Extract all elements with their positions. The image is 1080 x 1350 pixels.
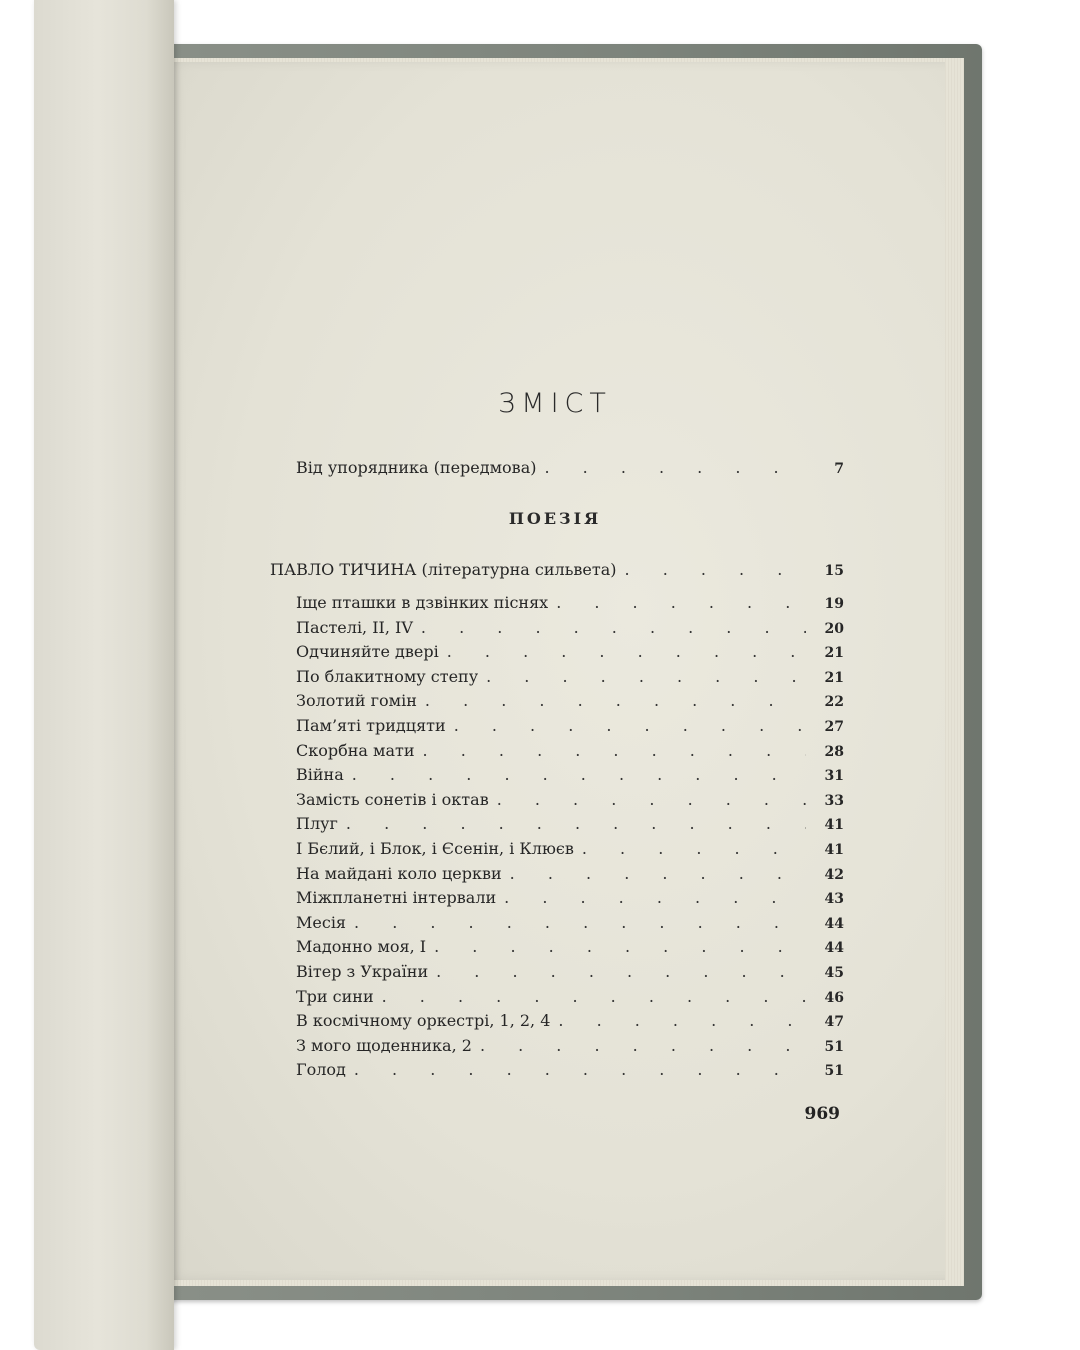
section-heading: ПОЕЗІЯ (508, 509, 602, 528)
toc-entry (296, 1011, 844, 1035)
toc-entry-page: 45 (824, 965, 844, 981)
toc-entry-title: Золотий гомін (296, 691, 417, 711)
toc-entry-title: Месія (296, 912, 347, 932)
toc-entry-title: По блакитному степу (296, 666, 479, 686)
toc-entry-title: Мадонно моя, I (296, 937, 427, 957)
toc-entry-page: 41 (824, 842, 844, 858)
dot-leader (425, 691, 806, 710)
toc-entry-page: 41 (824, 817, 844, 834)
toc-entry (296, 790, 844, 814)
toc-author (270, 560, 844, 584)
dot-leader (436, 962, 806, 981)
page-title: ЗМІСТ (498, 388, 612, 419)
toc-entry-title: Три сини (296, 986, 374, 1006)
toc-entry (296, 937, 844, 961)
toc-entry-title: На майдані коло церкви (296, 863, 502, 883)
toc-entry (296, 1036, 844, 1060)
toc-entry-title: З мого щоденника, 2 (296, 1035, 472, 1055)
page-number: 969 (804, 1104, 840, 1124)
dot-leader (582, 839, 806, 858)
toc-entry-title: Вітер з України (296, 962, 429, 981)
toc-entry-page: 31 (824, 768, 844, 785)
toc-entry (296, 962, 844, 986)
toc-entry-page: 21 (824, 669, 844, 686)
toc-entry (296, 765, 844, 789)
dot-leader (352, 765, 806, 784)
dot-leader (556, 593, 806, 612)
dot-leader (454, 716, 806, 735)
toc-entry-title: І Бєлий, і Блок, і Єсенін, і Клюєв (296, 839, 574, 858)
toc-entry (296, 814, 844, 838)
toc-entry-title: Пам’яті тридцяти (296, 716, 446, 735)
toc-entry-title: Голод (296, 1060, 346, 1080)
toc-entry-title: Іще пташки в дзвінких піснях (296, 593, 549, 612)
dot-leader (434, 937, 806, 956)
toc-entry (296, 913, 844, 937)
dot-leader (480, 1036, 806, 1055)
dot-leader (497, 790, 806, 809)
toc-entry-title: Війна (296, 765, 344, 785)
toc-entry-page: 46 (824, 989, 844, 1006)
toc-entry-page: 42 (824, 866, 844, 883)
toc-entry-title: Міжпланетні інтервали (296, 888, 497, 908)
toc-entry-title: Від упорядника (передмова) (296, 458, 537, 477)
toc-preface (296, 458, 844, 482)
toc-entry-page: 44 (824, 940, 844, 957)
left-page (34, 0, 174, 1350)
toc-entry-page: 44 (824, 915, 844, 932)
dot-leader (625, 560, 806, 579)
toc-entry (296, 716, 844, 740)
toc-entry-title: Замість сонетів і октав (296, 789, 489, 809)
dot-leader (354, 1060, 806, 1079)
toc-entry-title: Скорбна мати (296, 740, 415, 760)
toc-entry-title: Пастелі, II, IV (296, 617, 413, 637)
toc-entry-page: 51 (824, 1063, 844, 1080)
toc-entry (296, 864, 844, 888)
dot-leader (486, 667, 806, 686)
toc-entry (296, 839, 844, 863)
toc-entry-title: Одчиняйте двері (296, 642, 439, 662)
dot-leader (504, 888, 806, 907)
toc-entry-page: 22 (824, 694, 844, 711)
toc-entry-page: 43 (824, 891, 844, 908)
toc-entry-page: 21 (824, 645, 844, 662)
toc-entry (296, 691, 844, 715)
toc-entry-page: 27 (824, 719, 844, 735)
toc-entry (296, 593, 844, 617)
toc-entry (296, 987, 844, 1011)
dot-leader (382, 987, 806, 1006)
toc-entry-page: 51 (824, 1038, 844, 1055)
toc-entry (296, 618, 844, 642)
toc-entry-page: 20 (824, 620, 844, 637)
toc-entry-page: 15 (824, 563, 844, 579)
toc-entry (296, 1060, 844, 1084)
dot-leader (447, 642, 806, 661)
dot-leader (510, 864, 806, 883)
toc-entry (296, 667, 844, 691)
dot-leader (544, 458, 806, 477)
toc-entry-title: В космічному оркестрі, 1, 2, 4 (296, 1011, 551, 1031)
toc-entry-title: ПАВЛО ТИЧИНА (літературна сильвета) (270, 560, 617, 579)
dot-leader (421, 618, 806, 637)
toc-entry-title: Плуг (296, 814, 338, 834)
dot-leader (558, 1011, 806, 1030)
dot-leader (346, 814, 806, 833)
toc-entry (296, 642, 844, 666)
toc-entry-page: 28 (824, 743, 844, 760)
toc-entry-page: 7 (834, 461, 844, 477)
toc-entry (296, 741, 844, 765)
toc-entry-page: 47 (824, 1014, 844, 1031)
toc-entry-page: 33 (824, 792, 844, 809)
dot-leader (354, 913, 806, 932)
dot-leader (423, 741, 806, 760)
toc-entry (296, 888, 844, 912)
toc-entry-page: 19 (824, 596, 844, 612)
